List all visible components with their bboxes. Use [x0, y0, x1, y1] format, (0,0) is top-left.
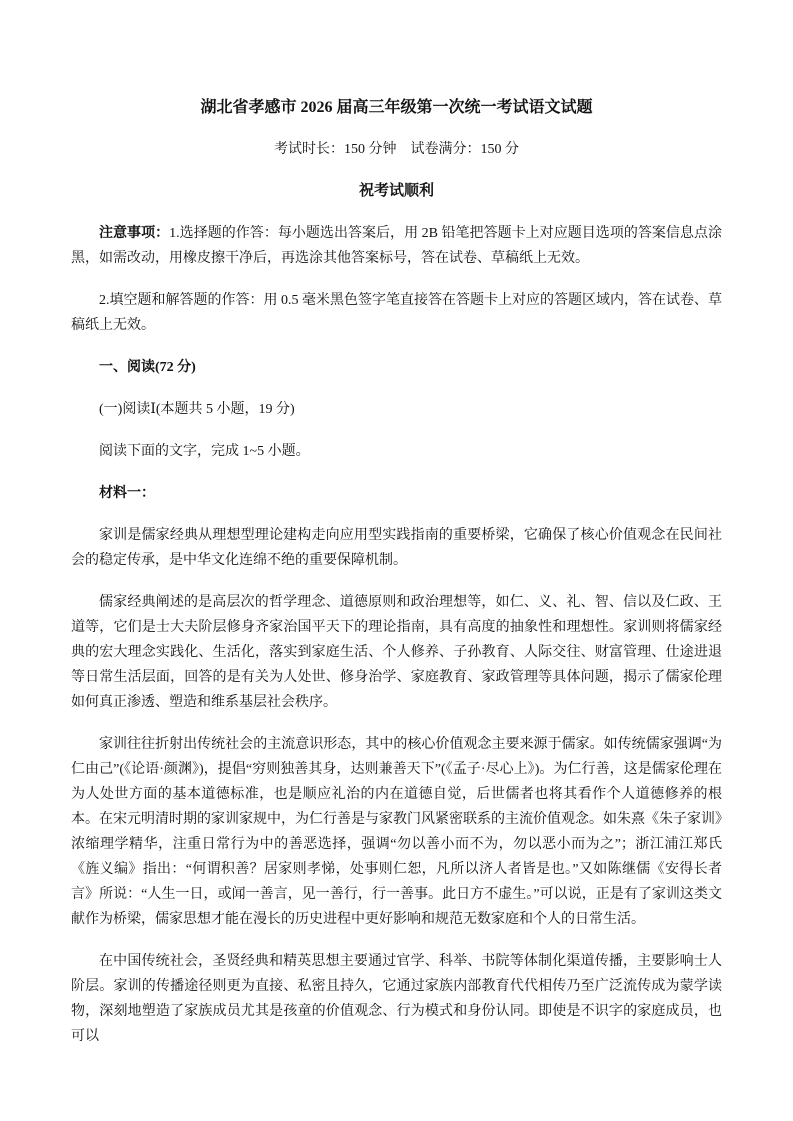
subsection-heading-reading-1: (一)阅读Ⅰ(本题共 5 小题，19 分) [99, 402, 295, 417]
exam-info-line: 考试时长：150 分钟 试卷满分：150 分 [274, 142, 519, 157]
document-title: 湖北省孝感市 2026 届高三年级第一次统一考试语文试题 [200, 99, 593, 116]
exam-greeting: 祝考试顺利 [358, 183, 434, 199]
notice-paragraph-2: 2.填空题和解答题的作答：用 0.5 毫米黑色签字笔直接答在答题卡上对应的答题区域内，答在试卷、草稿纸上无效。 [71, 293, 722, 333]
reading-instruction: 阅读下面的文字，完成 1~5 小题。 [99, 444, 310, 459]
material-paragraph-4: 在中国传统社会，圣贤经典和精英思想主要通过官学、科举、书院等体制化渠道传播，主要影响士人阶层。家训的传播途径则更为直接、私密且持久，它通过家族内部教育代代相传乃至广泛流传成为蒙学读物，深刻地塑造了家族成员尤其是孩童的价值观念、行为模式和身份认同。即使是不识字的家庭成员，也可以 [71, 954, 722, 1044]
notice-paragraph-1 [71, 221, 722, 271]
section-heading-reading: 一、阅读(72 分) [99, 360, 196, 375]
material-paragraph-1: 家训是儒家经典从理想型理论建构走向应用型实践指南的重要桥梁，它确保了核心价值观念在民间社会的稳定传承，是中华文化连绵不绝的重要保障机制。 [71, 528, 722, 568]
notice-label: 注意事项： [99, 226, 170, 241]
material-paragraph-3: 家训往往折射出传统社会的主流意识形态，其中的核心价值观念主要来源于儒家。如传统儒家强调“为仁由己”(《论语·颜渊》)，提倡“穷则独善其身，达则兼善天下”(《孟子·尽心上》)。为仁行善，这是儒家伦理在为人处世方面的基本道德标准，也是顺应礼治的内在道德自觉，后世儒者也将其看作个人道德修养的根本。在宋元明清时期的家训家规中，为仁行善是与家教门风紧密联系的主流价值观念。如朱熹《朱子家训》浓缩理学精华，注重日常行为中的善恶选择，强调“勿以善小而不为，勿以恶小而为之”；浙江浦江郑氏《旌义编》指出：“何谓积善？居家则孝悌，处事则仁恕，凡所以济人者皆是也。”又如陈继儒《安得长者言》所说：“人生一日，或闻一善言，见一善行，行一善事。此日方不虚生。”可以说，正是有了家训这类文献作为桥梁，儒家思想才能在漫长的历史进程中更好影响和规范无数家庭和个人的日常生活。 [71, 737, 722, 927]
notice-item-1: 1.选择题的作答：每小题选出答案后，用 2B 铅笔把答题卡上对应题目选项的答案信息点涂黑，如需改动，用橡皮擦干净后，再选涂其他答案标号，答在试卷、草稿纸上无效。 [71, 226, 723, 266]
material-one-label: 材料一： [99, 486, 155, 501]
material-paragraph-2: 儒家经典阐述的是高层次的哲学理念、道德原则和政治理想等，如仁、义、礼、智、信以及仁政、王道等，它们是士大夫阶层修身齐家治国平天下的理论指南，具有高度的抽象性和理想性。家训则将儒家经典的宏大理念实践化、生活化，落实到家庭生活、个人修养、子孙教育、人际交往、财富管理、仕途进退等日常生活层面，回答的是有关为人处世、修身治学、家庭教育、家政管理等具体问题，揭示了儒家伦理如何真正渗透、塑造和维系基层社会秩序。 [71, 595, 722, 710]
